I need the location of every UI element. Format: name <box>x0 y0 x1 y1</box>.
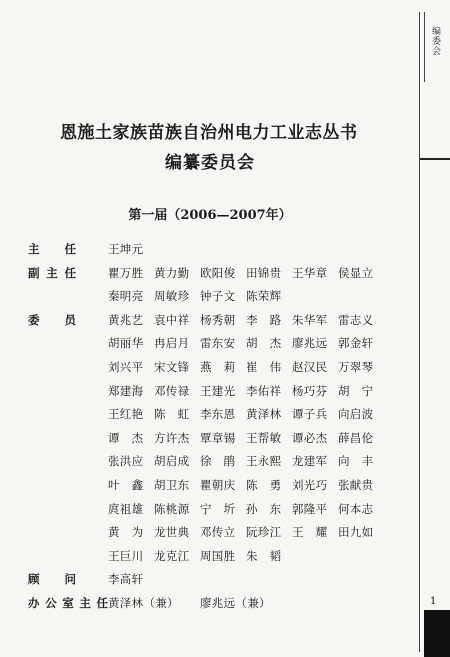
roster-row <box>28 568 420 592</box>
member-name: 冉启月 <box>154 336 190 351</box>
member-names <box>108 427 384 451</box>
role-label: 办公室主任 <box>28 595 108 610</box>
member-names <box>108 356 384 380</box>
member-name: 何本志 <box>338 501 374 516</box>
roster-row <box>28 498 420 522</box>
member-name: 黄兆艺 <box>108 312 144 327</box>
member-name: 邓传禄 <box>154 383 190 398</box>
edge-strip <box>424 610 450 657</box>
member-name: 谭必杰 <box>292 430 328 445</box>
member-name: 谭子兵 <box>292 407 328 422</box>
member-names <box>108 380 384 404</box>
member-name: 周敏珍 <box>154 289 190 304</box>
member-name: 朱华军 <box>292 312 328 327</box>
member-name: 刘兴平 <box>108 359 144 374</box>
member-name: 杨秀朝 <box>200 312 236 327</box>
member-name: 袁中祥 <box>154 312 190 327</box>
member-names <box>108 568 154 592</box>
roster-row <box>28 521 420 545</box>
member-name: 向启波 <box>338 407 374 422</box>
member-name: 陈荣辉 <box>246 289 282 304</box>
page-number: 1 <box>430 596 437 607</box>
member-names <box>108 498 384 522</box>
member-name: 龙克江 <box>154 548 190 563</box>
member-name: 邓传立 <box>200 525 236 540</box>
member-name: 杨巧芬 <box>292 383 328 398</box>
roster-row <box>28 238 420 262</box>
member-name: 龙世典 <box>154 525 190 540</box>
member-name: 胡 杰 <box>246 336 282 351</box>
member-name: 廖兆远（兼） <box>200 595 271 610</box>
member-name: 黄泽林（兼） <box>108 595 179 610</box>
member-name: 郑建海 <box>108 383 144 398</box>
book-series-title: 恩施土家族苗族自治州电力工业志丛书 <box>60 123 358 143</box>
roster-row <box>28 332 420 356</box>
member-name: 黄 为 <box>108 525 144 540</box>
member-name: 赵汉民 <box>292 359 328 374</box>
committee-title: 编纂委员会 <box>165 153 255 173</box>
roster-row <box>28 545 420 569</box>
member-names <box>108 521 384 545</box>
member-name: 瞿万胜 <box>108 265 144 280</box>
member-name: 宋文锋 <box>154 359 190 374</box>
member-name: 陈桃源 <box>154 501 190 516</box>
member-name: 黄力勤 <box>154 265 190 280</box>
member-name: 朱 韬 <box>246 548 282 563</box>
member-name: 郭金轩 <box>338 336 374 351</box>
member-name: 欧阳俊 <box>200 265 236 280</box>
member-name: 薛昌伦 <box>338 430 374 445</box>
member-names <box>108 545 292 569</box>
section-tab-label: 编委会 <box>430 26 440 56</box>
member-name: 叶 鑫 <box>108 477 144 492</box>
member-names <box>108 238 154 262</box>
member-name: 龙建军 <box>292 454 328 469</box>
member-name: 雷志义 <box>338 312 374 327</box>
member-name: 李高轩 <box>108 572 144 587</box>
roster-row <box>28 262 420 286</box>
member-name: 胡启成 <box>154 454 190 469</box>
member-name: 王华章 <box>292 265 328 280</box>
margin-rule-inner <box>424 12 425 82</box>
member-name: 刘光巧 <box>292 477 328 492</box>
roster-row <box>28 403 420 427</box>
member-name: 庹祖雄 <box>108 501 144 516</box>
member-name: 阮珍江 <box>246 525 282 540</box>
roster-row <box>28 450 420 474</box>
member-name: 胡 宁 <box>338 383 374 398</box>
member-name: 王 耀 <box>292 525 328 540</box>
member-name: 李 路 <box>246 312 282 327</box>
member-name: 李东恩 <box>200 407 236 422</box>
member-name: 陈 虹 <box>154 407 190 422</box>
role-label: 副主任 <box>28 265 76 280</box>
member-names <box>108 403 384 427</box>
member-name: 王帮敏 <box>246 430 282 445</box>
member-name: 宁 圻 <box>200 501 236 516</box>
role-label: 主 任 <box>28 242 76 256</box>
member-name: 崔 伟 <box>246 359 282 374</box>
member-name: 张献贵 <box>338 477 374 492</box>
member-name: 陈 勇 <box>246 477 282 492</box>
margin-marker <box>420 158 450 160</box>
member-name: 侯显立 <box>338 265 374 280</box>
member-names <box>108 309 384 333</box>
roster-row <box>28 592 420 616</box>
member-name: 王坤元 <box>108 242 144 256</box>
member-name: 燕 莉 <box>200 359 236 374</box>
role-label: 顾 问 <box>28 572 76 587</box>
member-name: 王永熙 <box>246 454 282 469</box>
member-name: 秦明亮 <box>108 289 144 304</box>
member-names <box>108 450 384 474</box>
member-names <box>108 592 292 616</box>
member-name: 胡丽华 <box>108 336 144 351</box>
member-name: 田九如 <box>338 525 374 540</box>
member-name: 钟子文 <box>200 289 236 304</box>
member-name: 覃章锡 <box>200 430 236 445</box>
committee-roster <box>28 238 420 616</box>
member-name: 张洪应 <box>108 454 144 469</box>
roster-row <box>28 427 420 451</box>
member-name: 田锦贵 <box>246 265 282 280</box>
member-name: 方许杰 <box>154 430 190 445</box>
member-name: 李佑祥 <box>246 383 282 398</box>
member-name: 雷东安 <box>200 336 236 351</box>
member-name: 王红艳 <box>108 407 144 422</box>
member-name: 孙 东 <box>246 501 282 516</box>
member-name: 王建光 <box>200 383 236 398</box>
member-name: 郭隆平 <box>292 501 328 516</box>
member-names <box>108 332 384 356</box>
member-names <box>108 285 292 309</box>
member-name: 王巨川 <box>108 548 144 563</box>
roster-row <box>28 309 420 333</box>
member-name: 万翠琴 <box>338 359 374 374</box>
roster-row <box>28 285 420 309</box>
member-name: 瞿朝庆 <box>200 477 236 492</box>
role-label: 委 员 <box>28 312 76 327</box>
member-name: 向 丰 <box>338 454 374 469</box>
member-name: 廖兆远 <box>292 336 328 351</box>
member-name: 谭 杰 <box>108 430 144 445</box>
member-name: 徐 鹃 <box>200 454 236 469</box>
term-heading: 第一届（2006—2007年） <box>128 208 292 223</box>
roster-row <box>28 356 420 380</box>
member-name: 周国胜 <box>200 548 236 563</box>
member-name: 胡卫东 <box>154 477 190 492</box>
roster-row <box>28 380 420 404</box>
roster-row <box>28 474 420 498</box>
member-names <box>108 474 384 498</box>
member-names <box>108 262 384 286</box>
member-name: 黄泽林 <box>246 407 282 422</box>
